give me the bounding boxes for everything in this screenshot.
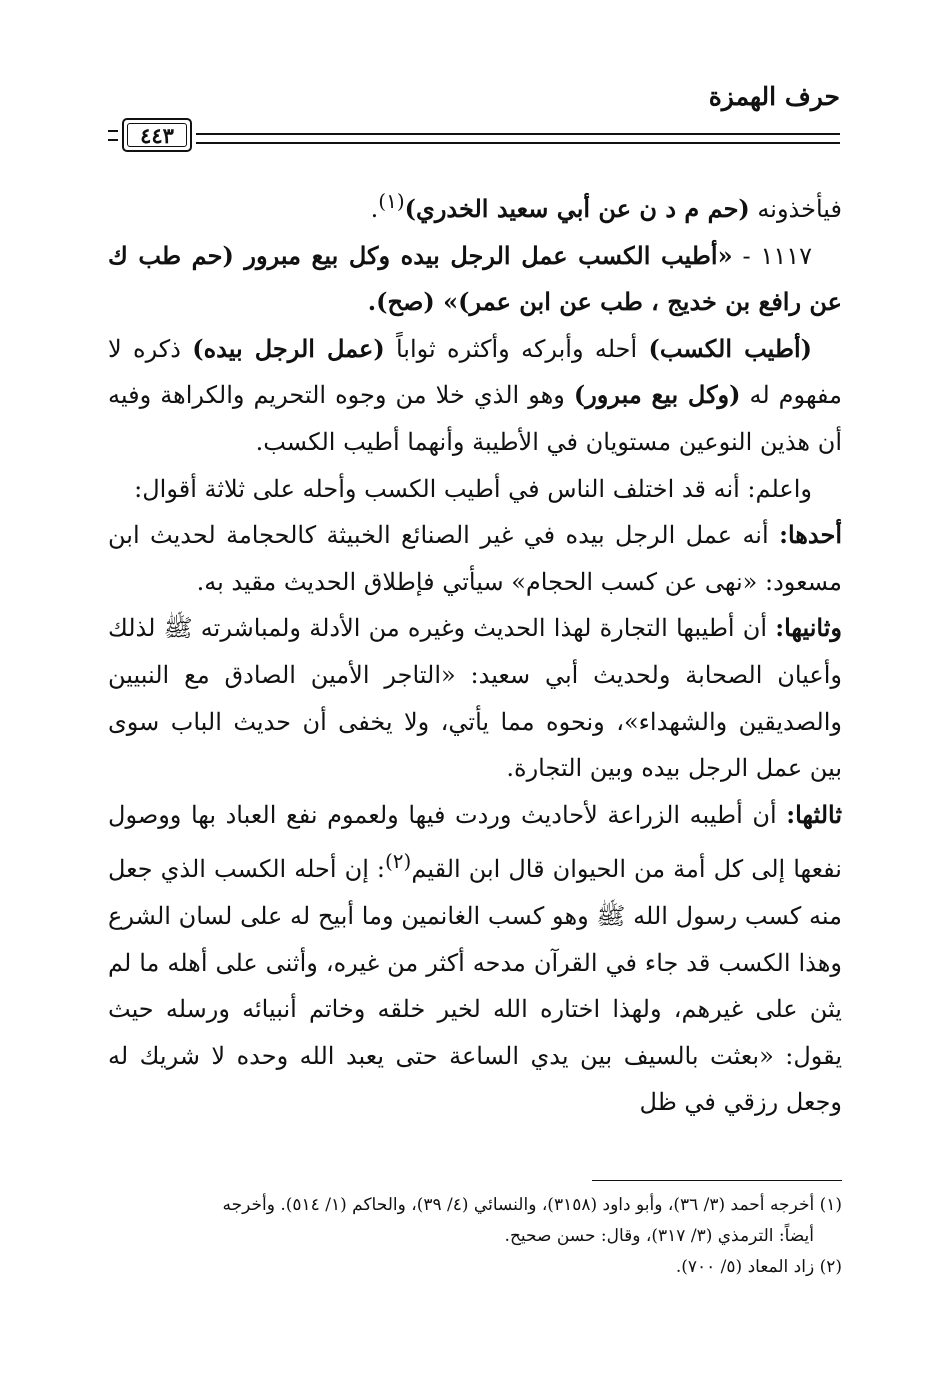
text-run: أنه عمل الرجل بيده في غير الصنائع الخبيثة كالحجامة لحديث ابن مسعود: «نهى عن كسب الحجام» سيأتي فإطلاق الحديث مقيد به. (108, 521, 842, 596)
text-run: أحله وأبركه وأكثره ثواباً (384, 334, 649, 363)
text-run: . (370, 195, 379, 223)
text-run: أن أطيبه الزراعة لأحاديث وردت فيها ولعموم نفع العباد بها ووصول نفعها إلى كل أمة من الحيوان قال ابن القيم (108, 800, 842, 884)
commentary-paragraph (108, 326, 842, 466)
hadith-text: «أطيب الكسب عمل الرجل بيده وكل بيع مبرور (حم طب ك عن رافع بن خديج ، طب عن ابن عمر)» (صح). (108, 240, 842, 317)
footnote-ref: (٢) (384, 849, 412, 874)
paragraph (108, 178, 842, 233)
hadith-number: ١١١٧ - (732, 241, 812, 270)
paragraph: واعلم: أنه قد اختلف الناس في أطيب الكسب وأحله على ثلاثة أقوال: (134, 474, 812, 503)
footnote-rule (592, 1180, 842, 1181)
main-text (108, 178, 842, 1126)
footnotes (108, 1190, 842, 1283)
frame-tick (108, 130, 118, 141)
footnote-continuation: أيضاً: الترمذي (٣/ ٣١٧)، وقال: حسن صحيح. (504, 1226, 814, 1246)
text-run: ذكره لا مفهوم له (108, 334, 842, 410)
text-run: فيأخذونه (749, 195, 842, 223)
bold-term: (أطيب الكسب) (648, 333, 812, 363)
footnote: (١) أخرجه أحمد (٣/ ٣٦)، وأبو داود (٣١٥٨)، والنسائي (٤/ ٣٩)، والحاكم (١/ ٥١٤). وأخرجه (222, 1195, 842, 1215)
hadith-entry (108, 233, 842, 326)
footnote: (٢) زاد المعاد (٥/ ٧٠٠). (675, 1257, 842, 1277)
text-run: : إن أحله الكسب الذي جعل منه كسب رسول الله ﷺ وهو كسب الغانمين وما أبيح له على لسان الشرع وهذا الكسب قد جاء في القرآن مدحه أكثر من غيره، وأثنى على أهله ما لم يثن على غيرهم، ولهذا اختاره الله لخير خلقه وخاتم أنبيائه ورسله حيث يقول: «بعثت بالسيف بين يدي الساعة حتى يعبد الله وحده لا شريك له وجعل رزقي في ظل (108, 855, 842, 1117)
bold-term: أحدها: (779, 520, 843, 550)
header-rule (196, 133, 840, 144)
paragraph (108, 512, 842, 605)
bold-citation: (حم م د ن عن أبي سعيد الخدري) (404, 194, 750, 223)
bold-term: (وكل بيع مبرور) (573, 380, 741, 410)
bold-term: ثالثها: (786, 799, 842, 829)
paragraph (108, 605, 842, 791)
text-run: أن أطيبها التجارة لهذا الحديث وغيره من الأدلة ولمباشرته ﷺ لذلك وأعيان الصحابة ولحديث أبي سعيد: «التاجر الأمين الصادق مع النبيين والصديقين والشهداء»، ونحوه مما يأتي، ولا يخفى أن حديث الباب سوى بين عمل الرجل بيده وبين التجارة. (108, 614, 842, 783)
paragraph (108, 792, 842, 1126)
page-number: ٤٤٣ (140, 122, 174, 148)
footnote-ref: (١) (378, 189, 405, 213)
bold-term: (عمل الرجل بيده) (192, 333, 385, 363)
page-number-frame (108, 118, 192, 152)
running-title: حرف الهمزة (708, 82, 840, 111)
bold-term: وثانيها: (775, 613, 842, 643)
page-number-box (122, 118, 192, 152)
text-run: وهو الذي خلا من وجوه التحريم والكراهة وفيه أن هذين النوعين مستويان في الأطيبة وأنهما أطيب الكسب. (108, 381, 842, 456)
